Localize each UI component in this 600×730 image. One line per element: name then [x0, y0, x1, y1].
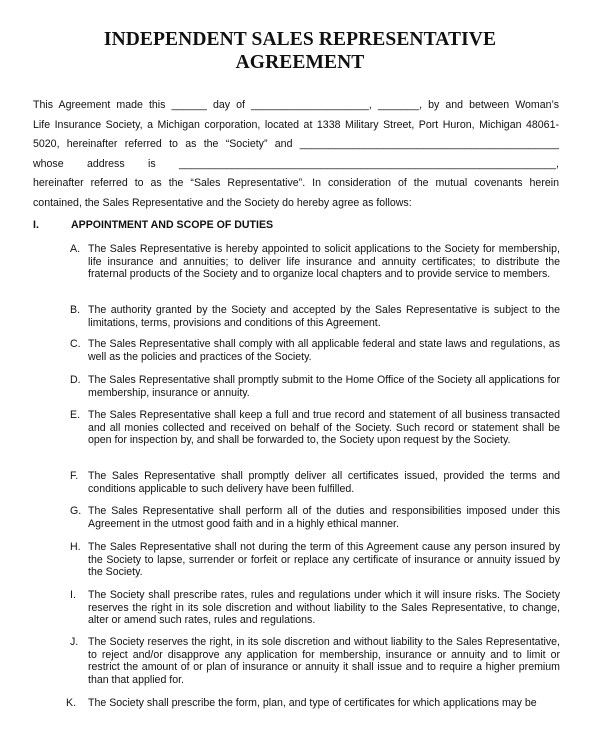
clause-text: The Sales Representative shall perform all of the duties and responsibilities imposed under this Agreement in the utmost good faith and in a highly ethical manner.	[88, 505, 560, 530]
clause-text: The Society shall prescribe rates, rules and regulations under which it will insure risks. The Society reserves the right in its sole discretion and without liability to the Sales Representative, to change, alter or amend such rates, rules and regulations.	[88, 589, 560, 627]
clause-letter: K.	[66, 697, 77, 709]
clause-text: The Sales Representative shall not during the term of this Agreement cause any person insured by the Society to lapse, surrender or forfeit or replace any certificate of insurance or annuity issued by the Society.	[88, 541, 560, 579]
clause-item	[70, 505, 560, 530]
clause-letter: F.	[70, 470, 79, 482]
clause-text: The Sales Representative shall comply with all applicable federal and state laws and regulations, as well as the policies and practices of the Society.	[88, 338, 560, 363]
title-line-2: AGREEMENT	[235, 52, 365, 73]
clause-text: The authority granted by the Society and accepted by the Sales Representative is subject to the limitations, terms, provisions and conditions of this Agreement.	[88, 304, 560, 329]
clause-item	[70, 374, 560, 399]
clause-text: The Sales Representative shall keep a full and true record and statement of all business transacted and all monies collected and received on behalf of the Society. Such record or statement shall be open for inspection by, and shall be forwarded to, the Society upon request by the Society.	[88, 409, 560, 447]
intro-line: Life Insurance Society, a Michigan corporation, located at 1338 Military Street, Port Huron, Michigan 48061-	[33, 118, 559, 131]
clause-item	[66, 697, 560, 710]
intro-line: This Agreement made this ______ day of ____________________, _______, by and between Woman’s	[33, 99, 559, 111]
clause-letter: D.	[70, 374, 81, 386]
clause-item	[70, 470, 560, 495]
intro-line: whose address is ________________________________________________________________,	[33, 157, 559, 170]
clause-item	[70, 589, 560, 627]
clause-item	[70, 338, 560, 363]
clause-letter: B.	[70, 304, 81, 316]
clause-letter: E.	[70, 409, 81, 421]
clause-text: The Society reserves the right, in its sole discretion and without liability to the Sales Representative, to reject and/or disapprove any application for membership, insurance or annuity and to limit or restrict the amount of or plan of insurance or annuity it shall issue and to require a higher premium than that applied for.	[88, 636, 560, 686]
clause-text: The Sales Representative is hereby appointed to solicit applications to the Society for membership, life insurance and annuities; to deliver life insurance and annuity certificates; to distribute the fraternal products of the Society and to organize local chapters and to provide service to members.	[88, 243, 560, 281]
clause-item	[70, 636, 560, 686]
section-heading	[33, 218, 559, 232]
intro-line: 5020, hereinafter referred to as the “Society” and ____________________________________________	[33, 138, 559, 150]
title-line-1: INDEPENDENT SALES REPRESENTATIVE	[103, 29, 497, 50]
clause-text: The Sales Representative shall promptly deliver all certificates issued, provided the terms and conditions applicable to such delivery have been fulfilled.	[88, 470, 560, 495]
intro-paragraph	[33, 96, 559, 213]
clause-item	[70, 541, 560, 579]
clause-letter: C.	[70, 338, 81, 350]
intro-line: hereinafter referred to as the “Sales Representative”. In consideration of the mutual covenants herein	[33, 177, 559, 189]
document-title	[0, 28, 600, 74]
clause-text: The Sales Representative shall promptly submit to the Home Office of the Society all applications for membership, insurance or annuity.	[88, 374, 560, 399]
clause-letter: G.	[70, 505, 82, 517]
clause-letter: H.	[70, 541, 81, 553]
clause-item	[70, 304, 560, 329]
section-number: I.	[33, 219, 39, 231]
clause-letter: A.	[70, 243, 81, 255]
clause-text: The Society shall prescribe the form, plan, and type of certificates for which applications may be	[88, 697, 537, 709]
clause-letter: J.	[70, 636, 79, 648]
clause-letter: I.	[70, 589, 76, 601]
section-title: APPOINTMENT AND SCOPE OF DUTIES	[71, 219, 274, 231]
intro-line: contained, the Sales Representative and the Society do hereby agree as follows:	[33, 196, 412, 209]
clause-item	[70, 243, 560, 281]
clause-item	[70, 409, 560, 447]
